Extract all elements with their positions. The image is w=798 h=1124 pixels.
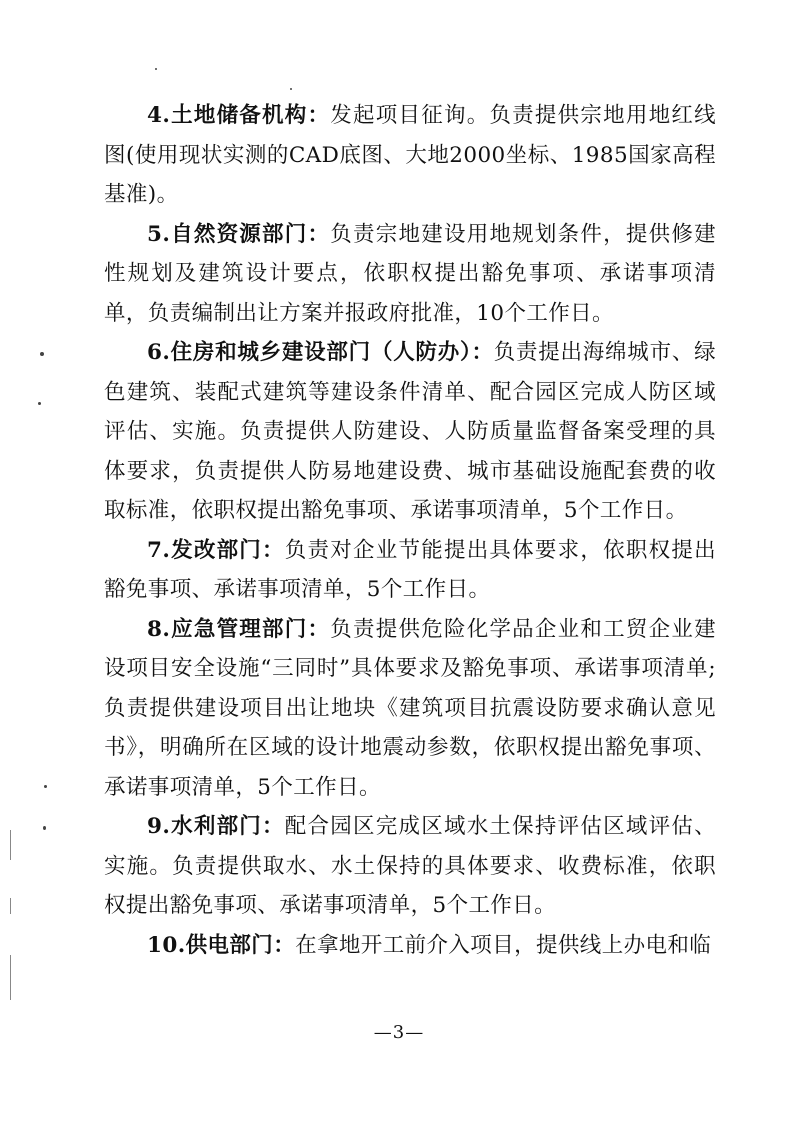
paragraph-emergency-management [104, 610, 716, 808]
paragraph-text: 配合园区完成区域水土保持评估区域评估、实施。负责提供取水、水土保持的具体要求、收费标准，依职权提出豁免事项、承诺事项清单，5个工作日。 [104, 814, 716, 918]
scan-speck [38, 402, 41, 405]
paragraph-text: 负责对企业节能提出具体要求，依职权提出豁免事项、承诺事项清单，5个工作日。 [104, 537, 716, 602]
paragraph-water-resources [104, 807, 716, 926]
page-number: —3— [373, 1022, 425, 1043]
scan-edge-mark [10, 898, 11, 914]
paragraph-text: 在拿地开工前介入项目，提供线上办电和临 [295, 932, 712, 958]
paragraph-heading: 6.住房和城乡建设部门（人防办）： [147, 340, 494, 365]
paragraph-heading: 5.自然资源部门： [147, 221, 331, 247]
scan-edge-mark [10, 955, 11, 1000]
paragraph-heading: 8.应急管理部门： [147, 616, 331, 642]
document-body [104, 96, 716, 965]
scan-speck [40, 352, 44, 356]
paragraph-heading: 4.土地储备机构： [147, 103, 331, 128]
paragraph-housing-construction [104, 333, 716, 531]
scan-speck [290, 88, 292, 90]
scan-speck [44, 785, 47, 788]
paragraph-text: 负责提出海绵城市、绿色建筑、装配式建筑等建设条件清单、配合园区完成人防区域评估、实施。负责提供人防建设、人防质量监督备案受理的具体要求，负责提供人防易地建设费、城市基础设施配套费的收取标准，依职权提出豁免事项、承诺事项清单，5个工作日。 [104, 340, 716, 523]
paragraph-development-reform [104, 531, 716, 610]
scan-edge-mark [10, 830, 11, 860]
paragraph-text: 负责宗地建设用地规划条件，提供修建性规划及建筑设计要点，依职权提出豁免事项、承诺事项清单，负责编制出让方案并报政府批准，10个工作日。 [104, 221, 716, 326]
paragraph-heading: 10.供电部门： [147, 932, 296, 958]
paragraph-land-reserve [104, 96, 716, 215]
paragraph-power-supply [104, 926, 716, 966]
paragraph-natural-resources [104, 215, 716, 334]
scan-speck [43, 826, 46, 830]
paragraph-text: 发起项目征询。负责提供宗地用地红线图(使用现状实测的CAD底图、大地2000坐标、1985国家高程基准)。 [104, 103, 716, 207]
scan-speck [155, 68, 157, 70]
paragraph-text: 负责提供危险化学品企业和工贸企业建设项目安全设施“三同时”具体要求及豁免事项、承诺事项清单;负责提供建设项目出让地块《建筑项目抗震设防要求确认意见书》，明确所在区域的设计地震动参数，依职权提出豁免事项、承诺事项清单，5个工作日。 [104, 616, 716, 800]
paragraph-heading: 7.发改部门： [147, 537, 285, 563]
paragraph-heading: 9.水利部门： [147, 814, 285, 839]
